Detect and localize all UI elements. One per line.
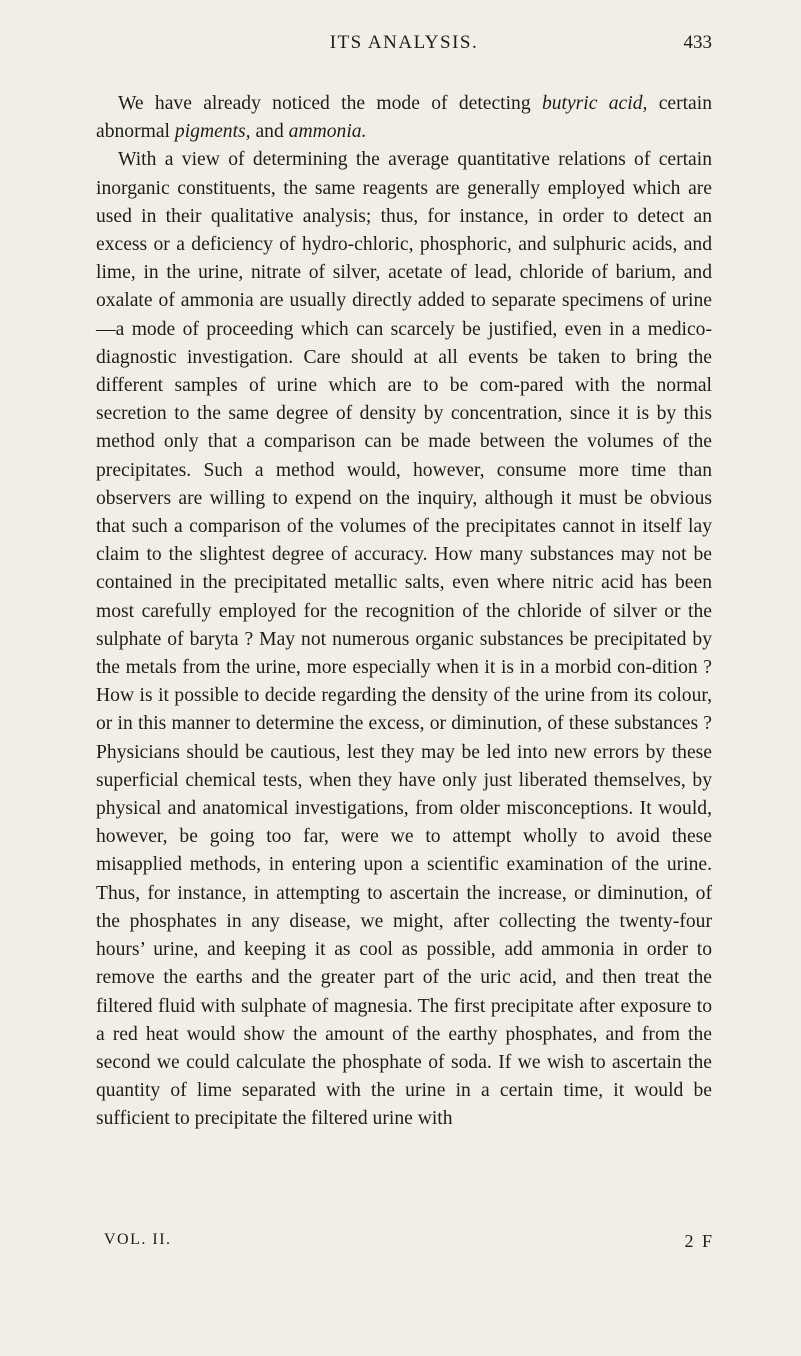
text-run: certain abnormal <box>96 93 712 143</box>
paragraph <box>96 90 712 146</box>
italic-term: ammonia. <box>288 121 367 143</box>
page-header <box>96 32 712 62</box>
italic-term: pigments, <box>174 121 251 143</box>
volume-signature: VOL. II. <box>104 1231 172 1248</box>
page-footer <box>104 1231 714 1257</box>
running-head: ITS ANALYSIS. <box>329 32 479 53</box>
gathering-signature: 2 F <box>684 1231 714 1251</box>
paragraph <box>96 146 712 1133</box>
italic-term: butyric acid, <box>541 93 648 114</box>
page-number: 433 <box>683 32 712 53</box>
body-text <box>96 90 712 1134</box>
text-run: We have already noticed the mode of detecting <box>118 93 542 114</box>
text-run: and <box>250 121 289 143</box>
text-run: With a view of determining the average quantitative relations of certain inorganic constituents, the same reagents are generally employed which are used in their qualitative analysis; thus, for instance, in order to detect an excess or a deficiency of hydro-chloric, phosphoric, and sulphuric acids, and lime, in the urine, nitrate of silver, acetate of lead, chloride of barium, and oxalate of ammonia are usually directly added to separate specimens of urine —a mode of proceeding which can scarcely be justified, even in a medico-diagnostic investigation. Care should at all events be taken to bring the different samples of urine which are to be com-pared with the normal secretion to the same degree of density by concentration, since it is by this method only that a comparison can be made between the volumes of the precipitates. Such a method would, however, consume more time than observers are willing to expend on the inquiry, although it must be obvious that such a comparison of the volumes of the precipitates cannot in itself lay claim to the slightest degree of accuracy. How many substances may not be contained in the precipitated metallic salts, even where nitric acid has been most carefully employed for the recognition of the chloride of silver or the sulphate of baryta ? May not numerous organic substances be precipitated by the metals from the urine, more especially when it is in a morbid con-dition ? How is it possible to decide regarding the density of the urine from its colour, or in this manner to determine the excess, or diminution, of these substances ? Physicians should be cautious, lest they may be led into new errors by these superficial chemical tests, when they have only just liberated themselves, by physical and anatomical investigations, from older misconceptions. It would, however, be going too far, were we to attempt wholly to avoid these misapplied methods, in entering upon a scientific examination of the urine. Thus, for instance, in attempting to ascertain the increase, or diminution, of the phosphates in any disease, we might, after collecting the twenty-four hours’ urine, and keeping it as cool as possible, add ammonia in order to remove the earths and the greater part of the uric acid, and then treat the filtered fluid with sulphate of magnesia. The first precipitate after exposure to a red heat would show the amount of the earthy phosphates, and from the second we could calculate the phosphate of soda. If we wish to ascertain the quantity of lime separated with the urine in a certain time, it would be sufficient to precipitate the filtered urine with <box>96 149 712 1130</box>
